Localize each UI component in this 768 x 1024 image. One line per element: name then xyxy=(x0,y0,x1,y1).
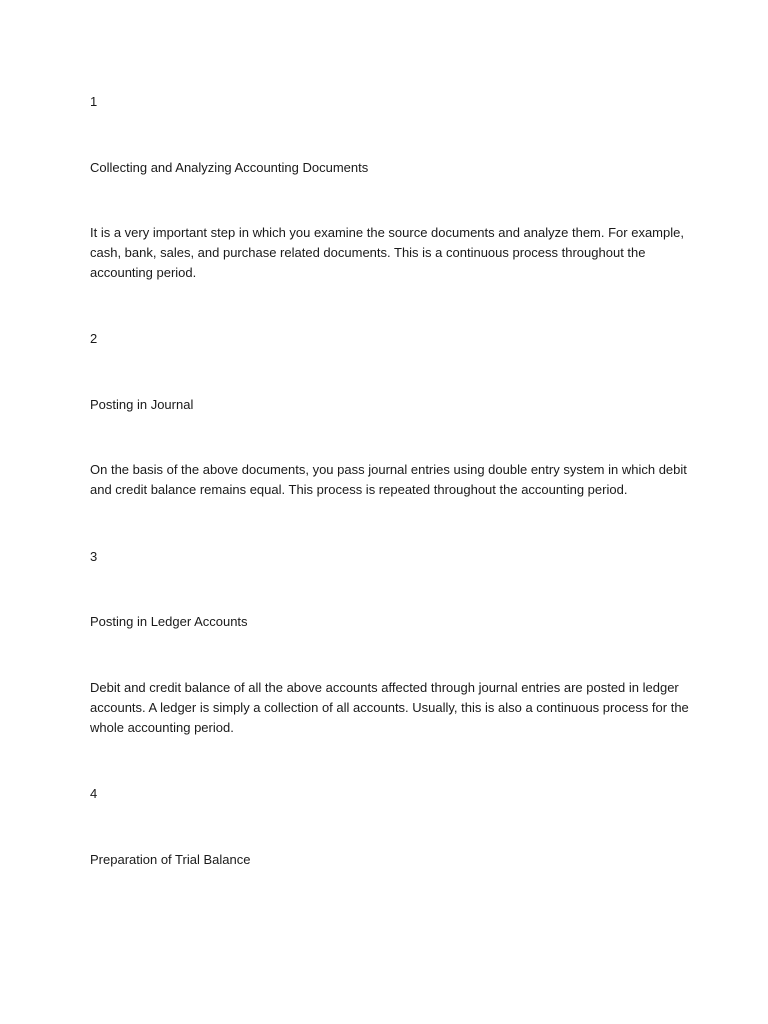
body-line: whole accounting period. xyxy=(90,720,234,735)
body-line: cash, bank, sales, and purchase related documents. This is a continuous process throughout the xyxy=(90,245,646,260)
section-heading: Posting in Journal xyxy=(90,397,194,412)
section-number: 4 xyxy=(90,786,98,801)
body-line: and credit balance remains equal. This process is repeated throughout the accounting period. xyxy=(90,482,628,497)
body-line: accounts. A ledger is simply a collection of all accounts. Usually, this is also a continuous process for the xyxy=(90,700,689,715)
body-line: It is a very important step in which you examine the source documents and analyze them. For example, xyxy=(90,225,684,240)
section-heading: Posting in Ledger Accounts xyxy=(90,614,248,629)
section-body xyxy=(90,678,690,738)
section-number: 3 xyxy=(90,549,98,564)
section-heading: Collecting and Analyzing Accounting Documents xyxy=(90,160,369,175)
section-body xyxy=(90,223,690,283)
section-number: 1 xyxy=(90,94,98,109)
section-heading: Preparation of Trial Balance xyxy=(90,852,251,867)
section-number: 2 xyxy=(90,331,98,346)
body-line: On the basis of the above documents, you pass journal entries using double entry system in which debit xyxy=(90,462,687,477)
section-body xyxy=(90,460,690,500)
body-line: accounting period. xyxy=(90,265,197,280)
body-line: Debit and credit balance of all the above accounts affected through journal entries are posted in ledger xyxy=(90,680,679,695)
